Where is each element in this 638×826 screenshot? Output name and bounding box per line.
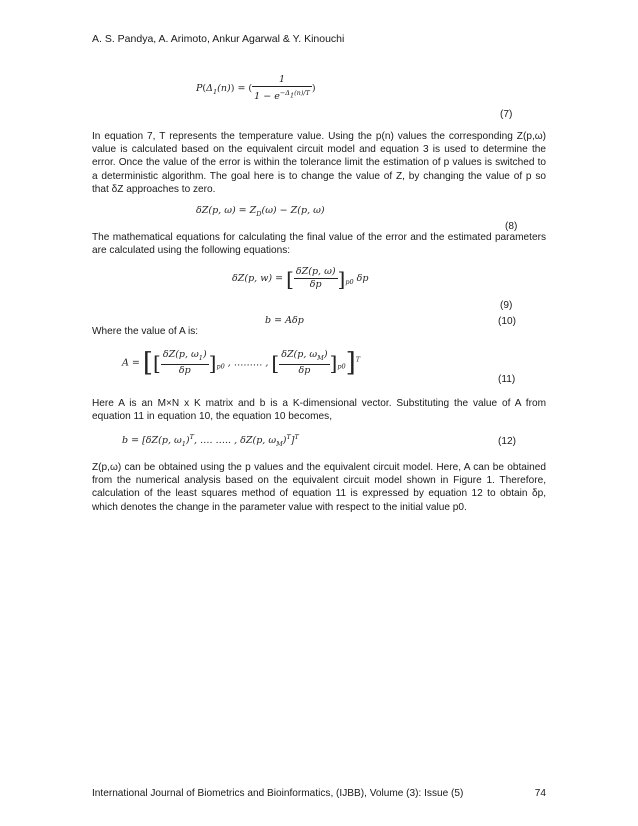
paragraph-5: Z(p,ω) can be obtained using the p values and the equivalent circuit model. Here, A can be obtained from the numerical analysis based on the equivalent circuit model shown in Figure 1. Therefore, calculation of the least squares method of equation 11 is expressed by equation 12 to obtain δp, which denotes the change in the parameter value with respect to the initial value p0.	[92, 462, 546, 513]
page-footer	[92, 788, 546, 799]
paragraph-4: Here A is an M×N x K matrix and b is a K-dimensional vector. Substituting the value of A from equation 11 in equation 10, the equation 10 becomes,	[92, 398, 546, 423]
page-number: 74	[534, 788, 546, 799]
equation-7: $P(\Delta_1(n))$ = ( $\frac{1}{1 - e^{-\Delta 1(n)/T}}$ )	[196, 74, 316, 103]
equation-8: δZ(p, $\omega) = Z_D(\omega) - Z(p$, ω)	[196, 205, 325, 218]
equation-12: b = [δZ(p, $\omega_1)^T$, …. ….. , δZ(p, $\omega_M)^T]^T$	[122, 433, 299, 449]
equation-7-number: (7)	[500, 109, 513, 120]
equation-9-number: (9)	[500, 300, 513, 311]
equation-11: A = [[ $\frac{\delta Z(p, \omega_1)}{\delta p}$ ]$_{p0}$ , ……… , [ $\frac{\delta Z(p, \omega_M)}{\delta p}$ ]$_{p0}]^T$	[122, 348, 361, 378]
footer-journal: International Journal of Biometrics and Bioinformatics, (IJBB), Volume (3): Issue (5)	[92, 788, 464, 799]
equation-9: δZ(p, w) = [ $\frac{\delta Z(p, \omega)}{\delta p}$ ]$_{p0}$ δp	[232, 266, 369, 291]
equation-12-number: (12)	[498, 436, 516, 447]
equation-8-number: (8)	[505, 221, 518, 232]
paragraph-2: The mathematical equations for calculating the final value of the error and the estimated parameters are calculated using the following equations:	[92, 232, 546, 257]
equation-11-number: (11)	[498, 374, 516, 385]
running-header: A. S. Pandya, A. Arimoto, Ankur Agarwal & Y. Kinouchi	[92, 33, 345, 45]
paragraph-3: Where the value of A is:	[92, 326, 199, 337]
equation-10: b = Aδp	[265, 315, 304, 326]
equation-10-number: (10)	[498, 316, 516, 327]
paragraph-1: In equation 7, T represents the temperature value. Using the p(n) values the corresponding Z(p,ω) value is calculated based on the equivalent circuit model and equation 3 is used to determine the error. Once the value of the error is within the tolerance limit the estimation of p values is switched to a deterministic algorithm. The goal here is to change the value of Z, by changing the value of p so that δZ approaches to zero.	[92, 131, 546, 195]
